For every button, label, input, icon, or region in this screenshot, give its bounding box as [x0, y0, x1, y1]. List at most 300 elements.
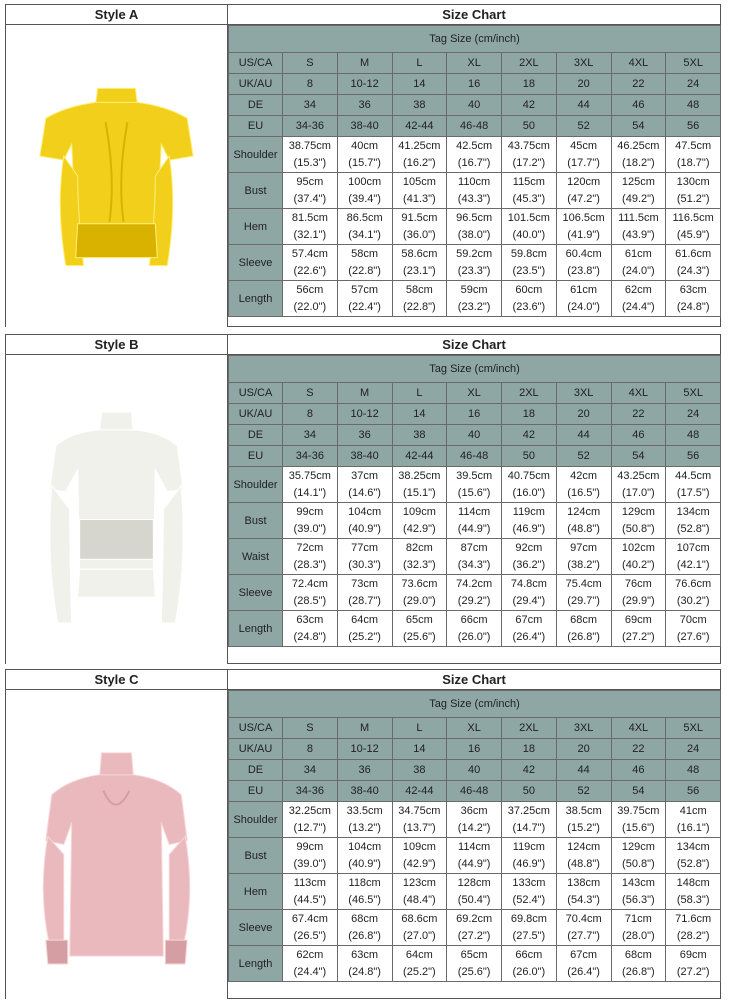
cm-value: 59.8cm	[510, 248, 547, 260]
size-cell: S	[283, 383, 338, 404]
inch-value: (41.3")	[403, 193, 436, 205]
size-cell: 34-36	[283, 781, 338, 802]
size-cell: L	[392, 383, 447, 404]
cm-value: 102cm	[621, 542, 655, 554]
measurement-cell	[392, 611, 447, 647]
inch-value: (24.4")	[293, 966, 327, 978]
size-cell: 2XL	[502, 383, 557, 404]
inch-value: (58.3")	[676, 894, 710, 906]
cm-value: 71cm	[624, 913, 652, 925]
measurement-row	[229, 611, 721, 647]
size-cell: 42	[502, 760, 557, 781]
measurement-cell	[666, 874, 721, 910]
garment-shape	[43, 837, 63, 947]
cm-value: 38.75cm	[288, 140, 331, 152]
measurement-cell	[392, 946, 447, 982]
product-image-cell	[6, 690, 228, 999]
product-image-cell	[6, 25, 228, 327]
row-label: EU	[229, 446, 283, 467]
measurement-cell	[556, 503, 611, 539]
cm-value: 74.8cm	[510, 578, 547, 590]
size-cell: 18	[502, 74, 557, 95]
size-cell: 38-40	[337, 446, 392, 467]
row-label: EU	[229, 116, 283, 137]
measurement-cell	[283, 575, 338, 611]
measurement-cell	[392, 874, 447, 910]
size-cell: 22	[611, 74, 666, 95]
size-cell: 52	[556, 781, 611, 802]
size-cell: 24	[666, 74, 721, 95]
measurement-cell	[337, 137, 392, 173]
measurement-cell	[337, 209, 392, 245]
row-label: US/CA	[229, 383, 283, 404]
cm-value: 68cm	[570, 614, 598, 626]
cm-value: 72.4cm	[291, 578, 328, 590]
size-cell: 3XL	[556, 383, 611, 404]
inch-value: (29.0")	[403, 595, 436, 607]
inch-value: (22.6")	[293, 265, 327, 277]
cm-value: 59.2cm	[456, 248, 493, 260]
measurement-cell	[556, 838, 611, 874]
measurement-cell	[283, 137, 338, 173]
size-cell: 38	[392, 760, 447, 781]
size-system-row	[229, 383, 721, 404]
measurement-cell	[666, 467, 721, 503]
size-cell: 42-44	[392, 116, 447, 137]
cm-value: 62cm	[624, 284, 652, 296]
inch-value: (34.1")	[348, 229, 381, 241]
cm-value: 33.5cm	[346, 805, 383, 817]
inch-value: (25.6")	[457, 966, 491, 978]
measurement-cell	[337, 281, 392, 317]
size-cell: 8	[283, 739, 338, 760]
cm-value: 46.25cm	[617, 140, 660, 152]
size-cell: 18	[502, 739, 557, 760]
inch-value: (22.8")	[348, 265, 381, 277]
measurement-cell	[666, 539, 721, 575]
cm-value: 67cm	[515, 614, 543, 626]
measurement-cell	[283, 503, 338, 539]
size-cell: 10-12	[337, 739, 392, 760]
inch-value: (52.8")	[676, 858, 710, 870]
size-cell: 44	[556, 95, 611, 116]
inch-value: (46.9")	[512, 523, 546, 535]
row-label: DE	[229, 760, 283, 781]
inch-value: (18.7")	[676, 157, 710, 169]
size-cell: 46	[611, 95, 666, 116]
tag-size-header: Tag Size (cm/inch)	[229, 356, 721, 383]
cm-value: 72cm	[296, 542, 324, 554]
size-cell: 14	[392, 404, 447, 425]
measurement-cell	[337, 575, 392, 611]
measurement-cell	[283, 874, 338, 910]
inch-value: (27.6")	[676, 631, 710, 643]
cm-value: 129cm	[621, 841, 655, 853]
size-system-row	[229, 404, 721, 425]
cm-value: 125cm	[621, 176, 655, 188]
row-label: Shoulder	[229, 137, 283, 173]
cm-value: 143cm	[621, 877, 655, 889]
size-cell: 20	[556, 404, 611, 425]
size-system-row	[229, 95, 721, 116]
inch-value: (15.2")	[567, 822, 600, 834]
measurement-row	[229, 802, 721, 838]
measurement-row	[229, 575, 721, 611]
size-cell: 40	[447, 95, 502, 116]
size-cell: 38-40	[337, 781, 392, 802]
measurement-cell	[392, 173, 447, 209]
size-cell: 18	[502, 404, 557, 425]
row-label: UK/AU	[229, 404, 283, 425]
cm-value: 82cm	[405, 542, 433, 554]
inch-value: (27.2")	[622, 631, 655, 643]
inch-value: (22.0")	[293, 301, 327, 313]
measurement-cell	[666, 503, 721, 539]
measurement-cell	[502, 575, 557, 611]
measurement-cell	[611, 539, 666, 575]
cm-value: 40.75cm	[507, 470, 550, 482]
measurement-cell	[447, 173, 502, 209]
inch-value: (23.6")	[512, 301, 546, 313]
cm-value: 61.6cm	[675, 248, 712, 260]
cm-value: 60.4cm	[565, 248, 602, 260]
garment-shape	[100, 753, 134, 777]
size-cell: 24	[666, 404, 721, 425]
measurement-cell	[611, 137, 666, 173]
row-label: Hem	[229, 209, 283, 245]
cm-value: 76cm	[624, 578, 652, 590]
measurement-cell	[337, 503, 392, 539]
tag-size-header: Tag Size (cm/inch)	[229, 26, 721, 53]
cm-value: 43.25cm	[617, 470, 660, 482]
measurement-cell	[666, 611, 721, 647]
cm-value: 68cm	[351, 913, 379, 925]
inch-value: (50.8")	[622, 523, 655, 535]
size-table	[228, 25, 721, 317]
measurement-cell	[666, 137, 721, 173]
measurement-cell	[611, 910, 666, 946]
measurement-cell	[502, 611, 557, 647]
inch-value: (40.0")	[512, 229, 546, 241]
cm-value: 36cm	[460, 805, 488, 817]
cm-value: 107cm	[676, 542, 710, 554]
row-label: Bust	[229, 503, 283, 539]
measurement-cell	[666, 281, 721, 317]
size-system-row	[229, 74, 721, 95]
measurement-cell	[337, 946, 392, 982]
measurement-cell	[447, 467, 502, 503]
measurement-cell	[502, 281, 557, 317]
measurement-cell	[502, 874, 557, 910]
size-cell: 52	[556, 116, 611, 137]
inch-value: (17.0")	[622, 487, 655, 499]
size-system-row	[229, 425, 721, 446]
inch-value: (48.4")	[403, 894, 436, 906]
measurement-cell	[502, 503, 557, 539]
size-system-row	[229, 718, 721, 739]
measurement-cell	[283, 802, 338, 838]
cm-value: 66cm	[460, 614, 488, 626]
measurement-cell	[556, 611, 611, 647]
cm-value: 57cm	[351, 284, 379, 296]
inch-value: (39.0")	[293, 523, 327, 535]
measurement-cell	[666, 575, 721, 611]
garment-shape	[46, 775, 187, 956]
size-cell: 36	[337, 760, 392, 781]
garment-photo	[6, 355, 227, 664]
inch-value: (14.7")	[512, 822, 546, 834]
measurement-row	[229, 209, 721, 245]
cm-value: 35.75cm	[288, 470, 331, 482]
cm-value: 123cm	[402, 877, 436, 889]
cm-value: 96.5cm	[456, 212, 493, 224]
inch-value: (15.1")	[403, 487, 436, 499]
inch-value: (26.0")	[457, 631, 491, 643]
size-system-row	[229, 781, 721, 802]
measurement-cell	[337, 173, 392, 209]
size-cell: 46-48	[447, 781, 502, 802]
inch-value: (42.9")	[403, 523, 436, 535]
measurement-cell	[283, 173, 338, 209]
measurement-cell	[502, 467, 557, 503]
garment-shape	[169, 837, 189, 947]
cm-value: 133cm	[512, 877, 546, 889]
inch-value: (13.7")	[403, 822, 436, 834]
size-cell: 5XL	[666, 718, 721, 739]
size-cell: 4XL	[611, 718, 666, 739]
cm-value: 100cm	[348, 176, 382, 188]
measurement-cell	[502, 910, 557, 946]
inch-value: (24.8")	[348, 966, 381, 978]
garment-shape	[80, 519, 154, 559]
measurement-cell	[556, 910, 611, 946]
measurement-cell	[283, 910, 338, 946]
inch-value: (24.4")	[622, 301, 655, 313]
size-system-row	[229, 760, 721, 781]
inch-value: (28.2")	[676, 930, 710, 942]
inch-value: (38.0")	[457, 229, 491, 241]
measurement-cell	[447, 503, 502, 539]
measurement-cell	[447, 838, 502, 874]
cm-value: 66cm	[515, 949, 543, 961]
style-block	[5, 334, 721, 664]
size-cell: 38-40	[337, 116, 392, 137]
cm-value: 70.4cm	[565, 913, 602, 925]
inch-value: (27.7")	[567, 930, 600, 942]
cm-value: 37.25cm	[507, 805, 550, 817]
cm-value: 40cm	[351, 140, 379, 152]
measurement-cell	[283, 946, 338, 982]
inch-value: (23.3")	[457, 265, 491, 277]
size-cell: 20	[556, 74, 611, 95]
size-cell: 2XL	[502, 53, 557, 74]
measurement-row	[229, 874, 721, 910]
measurement-cell	[392, 575, 447, 611]
measurement-cell	[392, 137, 447, 173]
inch-value: (29.9")	[622, 595, 655, 607]
cm-value: 86.5cm	[346, 212, 383, 224]
inch-value: (26.8")	[348, 930, 381, 942]
measurement-cell	[337, 910, 392, 946]
size-cell: 44	[556, 425, 611, 446]
row-label: Waist	[229, 539, 283, 575]
inch-value: (15.3")	[293, 157, 327, 169]
cm-value: 38.25cm	[398, 470, 441, 482]
cm-value: 41cm	[679, 805, 707, 817]
measurement-cell	[337, 245, 392, 281]
inch-value: (50.8")	[622, 858, 655, 870]
inch-value: (49.2")	[622, 193, 655, 205]
cm-value: 61cm	[624, 248, 652, 260]
cm-value: 44.5cm	[675, 470, 712, 482]
inch-value: (26.8")	[622, 966, 655, 978]
measurement-cell	[611, 173, 666, 209]
cm-value: 64cm	[405, 949, 433, 961]
measurement-cell	[556, 281, 611, 317]
product-image-cell	[6, 355, 228, 664]
inch-value: (17.7")	[567, 157, 600, 169]
block-header	[6, 335, 720, 355]
cm-value: 76.6cm	[675, 578, 712, 590]
cm-value: 81.5cm	[291, 212, 328, 224]
size-cell: 3XL	[556, 718, 611, 739]
inch-value: (42.9")	[403, 858, 436, 870]
row-label: Shoulder	[229, 802, 283, 838]
cm-value: 99cm	[296, 506, 324, 518]
inch-value: (26.8")	[567, 631, 600, 643]
inch-value: (27.0")	[403, 930, 436, 942]
inch-value: (46.9")	[512, 858, 546, 870]
measurement-cell	[392, 467, 447, 503]
cm-value: 119cm	[512, 841, 545, 853]
cm-value: 38.5cm	[565, 805, 602, 817]
row-label: UK/AU	[229, 74, 283, 95]
inch-value: (27.5")	[512, 930, 546, 942]
inch-value: (16.5")	[567, 487, 600, 499]
row-label: Bust	[229, 173, 283, 209]
inch-value: (29.4")	[512, 595, 546, 607]
size-cell: 24	[666, 739, 721, 760]
cm-value: 95cm	[296, 176, 324, 188]
cm-value: 42cm	[570, 470, 598, 482]
cm-value: 64cm	[351, 614, 379, 626]
inch-value: (14.1")	[293, 487, 327, 499]
size-cell: 14	[392, 739, 447, 760]
size-cell: 14	[392, 74, 447, 95]
inch-value: (16.7")	[457, 157, 491, 169]
row-label: UK/AU	[229, 739, 283, 760]
cm-value: 45cm	[570, 140, 598, 152]
inch-value: (22.8")	[403, 301, 436, 313]
size-system-row	[229, 116, 721, 137]
inch-value: (16.2")	[403, 157, 436, 169]
measurement-cell	[392, 209, 447, 245]
cm-value: 58cm	[405, 284, 433, 296]
inch-value: (54.3")	[567, 894, 600, 906]
row-label: Length	[229, 281, 283, 317]
cm-value: 148cm	[676, 877, 710, 889]
size-cell: 22	[611, 739, 666, 760]
inch-value: (17.2")	[512, 157, 546, 169]
size-cell: 34	[283, 95, 338, 116]
cm-value: 92cm	[515, 542, 543, 554]
inch-value: (40.9")	[348, 523, 381, 535]
inch-value: (46.5")	[348, 894, 381, 906]
cm-value: 69cm	[624, 614, 652, 626]
measurement-cell	[283, 281, 338, 317]
size-cell: 20	[556, 739, 611, 760]
cm-value: 87cm	[460, 542, 488, 554]
measurement-cell	[611, 503, 666, 539]
inch-value: (25.2")	[348, 631, 381, 643]
cm-value: 47.5cm	[675, 140, 712, 152]
size-cell: 16	[447, 404, 502, 425]
size-cell: XL	[447, 53, 502, 74]
measurement-cell	[337, 802, 392, 838]
size-cell: 48	[666, 95, 721, 116]
inch-value: (28.0")	[622, 930, 655, 942]
cm-value: 42.5cm	[456, 140, 493, 152]
size-cell: 50	[502, 781, 557, 802]
inch-value: (13.2")	[348, 822, 381, 834]
garment-shape	[161, 486, 183, 623]
size-cell: 8	[283, 74, 338, 95]
size-cell: M	[337, 383, 392, 404]
inch-value: (48.8")	[567, 523, 600, 535]
cm-value: 71.6cm	[675, 913, 712, 925]
measurement-cell	[283, 245, 338, 281]
inch-value: (24.0")	[622, 265, 655, 277]
size-cell: 5XL	[666, 53, 721, 74]
size-cell: 54	[611, 781, 666, 802]
cm-value: 104cm	[348, 841, 382, 853]
measurement-cell	[337, 874, 392, 910]
block-header	[6, 5, 720, 25]
inch-value: (24.3")	[676, 265, 710, 277]
inch-value: (23.2")	[457, 301, 491, 313]
inch-value: (30.2")	[676, 595, 710, 607]
row-label: US/CA	[229, 718, 283, 739]
measurement-cell	[337, 611, 392, 647]
measurement-row	[229, 245, 721, 281]
measurement-cell	[502, 946, 557, 982]
cm-value: 75.4cm	[565, 578, 602, 590]
row-label: Length	[229, 946, 283, 982]
size-cell: 50	[502, 116, 557, 137]
cm-value: 60cm	[515, 284, 543, 296]
cm-value: 65cm	[405, 614, 433, 626]
size-cell: 44	[556, 760, 611, 781]
measurement-cell	[556, 802, 611, 838]
size-table	[228, 690, 721, 982]
style-block	[5, 669, 721, 999]
cm-value: 39.75cm	[617, 805, 660, 817]
inch-value: (26.0")	[512, 966, 546, 978]
measurement-cell	[611, 611, 666, 647]
inch-value: (28.3")	[293, 559, 327, 571]
inch-value: (56.3")	[622, 894, 655, 906]
inch-value: (30.3")	[348, 559, 381, 571]
measurement-cell	[502, 802, 557, 838]
measurement-cell	[611, 802, 666, 838]
measurement-cell	[447, 946, 502, 982]
cm-value: 106.5cm	[562, 212, 605, 224]
measurement-cell	[447, 209, 502, 245]
measurement-cell	[666, 910, 721, 946]
size-cell: 54	[611, 116, 666, 137]
size-chart-title: Size Chart	[442, 7, 506, 22]
inch-value: (41.9")	[567, 229, 600, 241]
